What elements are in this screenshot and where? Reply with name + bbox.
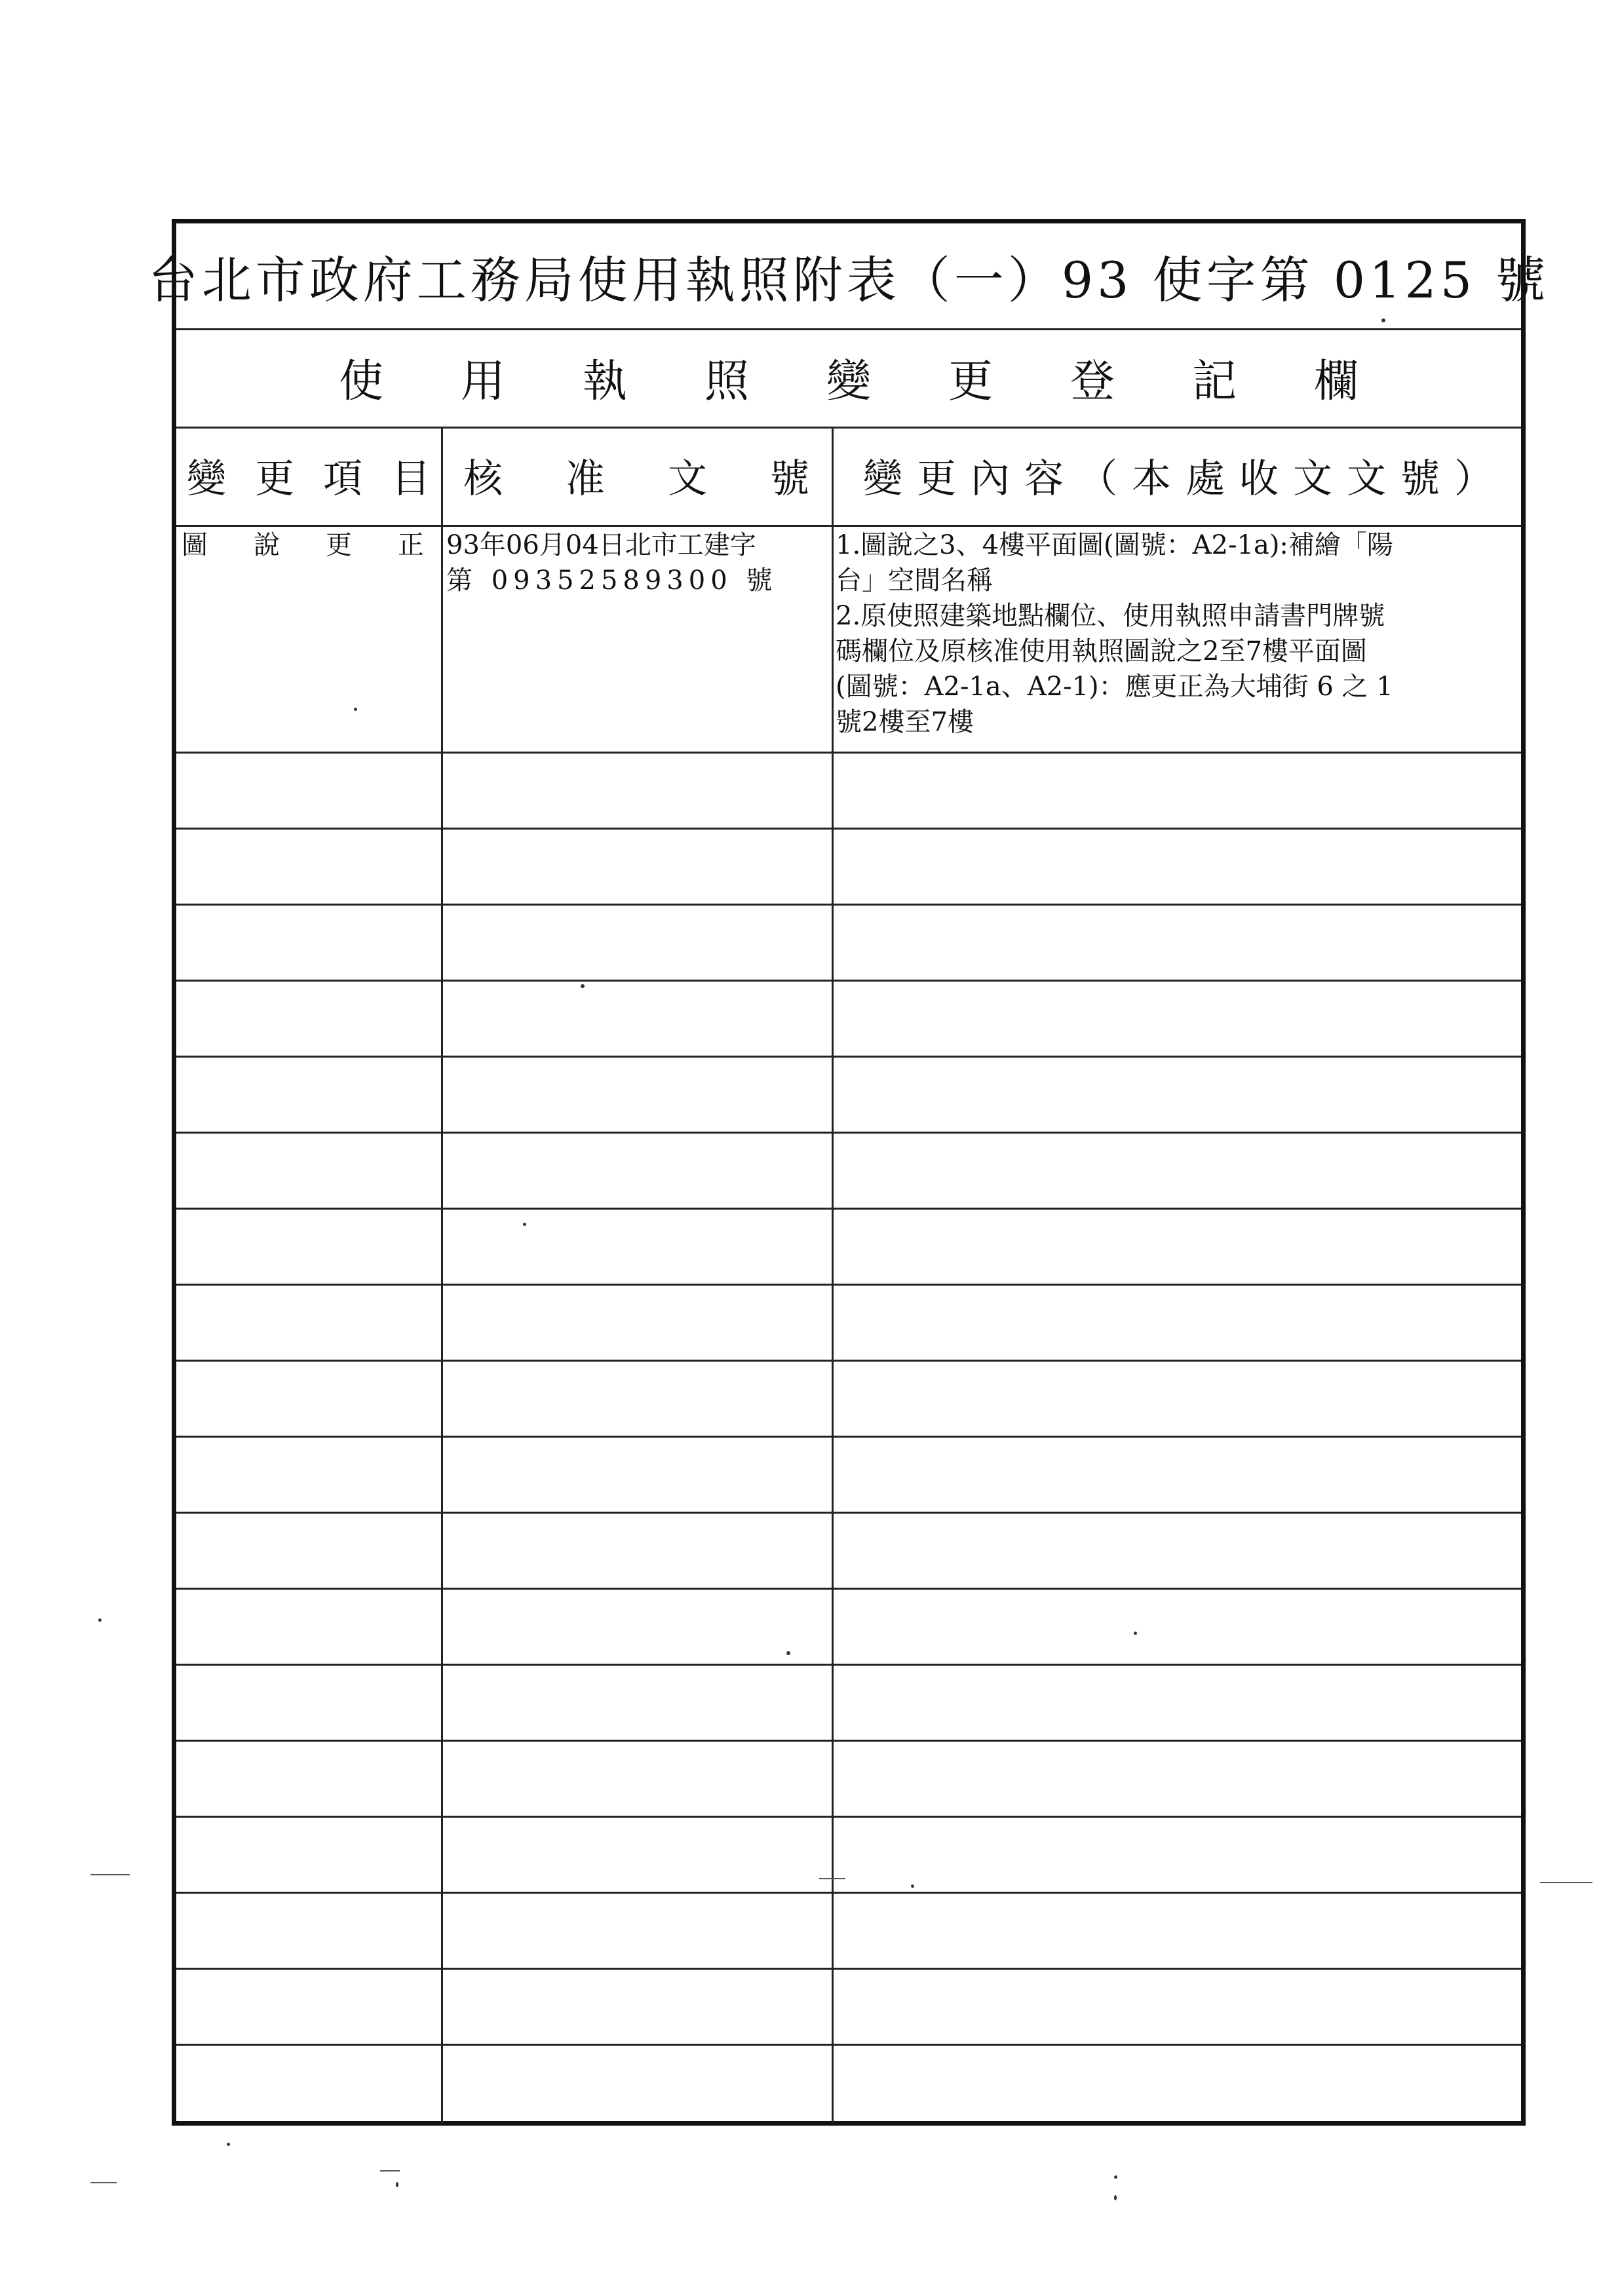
column-header-change-item: 變更項目 [187,456,459,502]
document-title: 台北市政府工務局使用執照附表（一）93 使字第 0125 號 [147,250,1550,309]
scan-speck [1381,318,1385,322]
row-divider [176,1436,1521,1438]
scan-speck [1114,2175,1117,2179]
row-1-approval-number [446,527,829,598]
scan-speck [523,1223,526,1226]
content-line: 號2樓至7樓 [836,707,974,737]
scan-speck [911,1885,914,1888]
scan-mark [1540,1882,1592,1883]
row-1-change-item: 圖說更正 [182,530,470,560]
scan-speck [1134,1632,1137,1635]
column-header-change-content: 變更內容（本處收文文號） [863,456,1508,502]
row-divider [176,1284,1521,1286]
column-header-approval-number: 核准文號 [463,456,872,502]
scan-mark [90,1874,130,1875]
row-divider [176,1056,1521,1058]
scan-speck [98,1618,102,1622]
approval-line: 第 09352589300 號 [446,565,778,596]
scan-mark [819,1878,845,1879]
row-divider [176,1664,1521,1666]
row-divider [176,1816,1521,1818]
content-line: 1.圖說之3、4樓平面圖(圖號：A2-1a):補繪「陽 [836,530,1393,560]
row-divider [176,904,1521,906]
scan-mark [90,2182,117,2183]
scan-mark [380,2170,400,2172]
scan-speck [227,2143,230,2146]
row-divider [176,1360,1521,1362]
content-line: 2.原使照建築地點欄位、使用執照申請書門牌號 [836,601,1385,631]
scan-speck [396,2182,398,2187]
row-divider [176,752,1521,754]
row-divider [176,980,1521,982]
row-divider [176,1132,1521,1134]
row-1-change-content [836,527,1522,740]
row-divider [176,1892,1521,1894]
content-line: 台」空間名稱 [836,565,993,596]
scan-speck [1114,2195,1117,2200]
row-divider [176,2044,1521,2046]
approval-line: 93年06月04日北市工建字 [446,530,756,560]
license-change-register-table [147,219,1550,2126]
column-divider-1 [441,427,443,2124]
header-divider [176,525,1521,527]
row-divider [176,1588,1521,1590]
row-divider [176,1512,1521,1514]
section-title: 使用執照變更登記欄 [338,355,1436,408]
row-divider [176,1208,1521,1210]
column-divider-2 [832,427,834,2124]
row-divider [176,1968,1521,1970]
scan-speck [354,708,357,711]
scan-speck [581,984,585,988]
row-divider [176,1740,1521,1742]
content-line: 碼欄位及原核准使用執照圖說之2至7樓平面圖 [836,636,1367,666]
content-line: (圖號：A2-1a、A2-1)：應更正為大埔街 6 之 1 [836,672,1393,702]
scan-speck [786,1651,790,1655]
row-divider [176,828,1521,830]
